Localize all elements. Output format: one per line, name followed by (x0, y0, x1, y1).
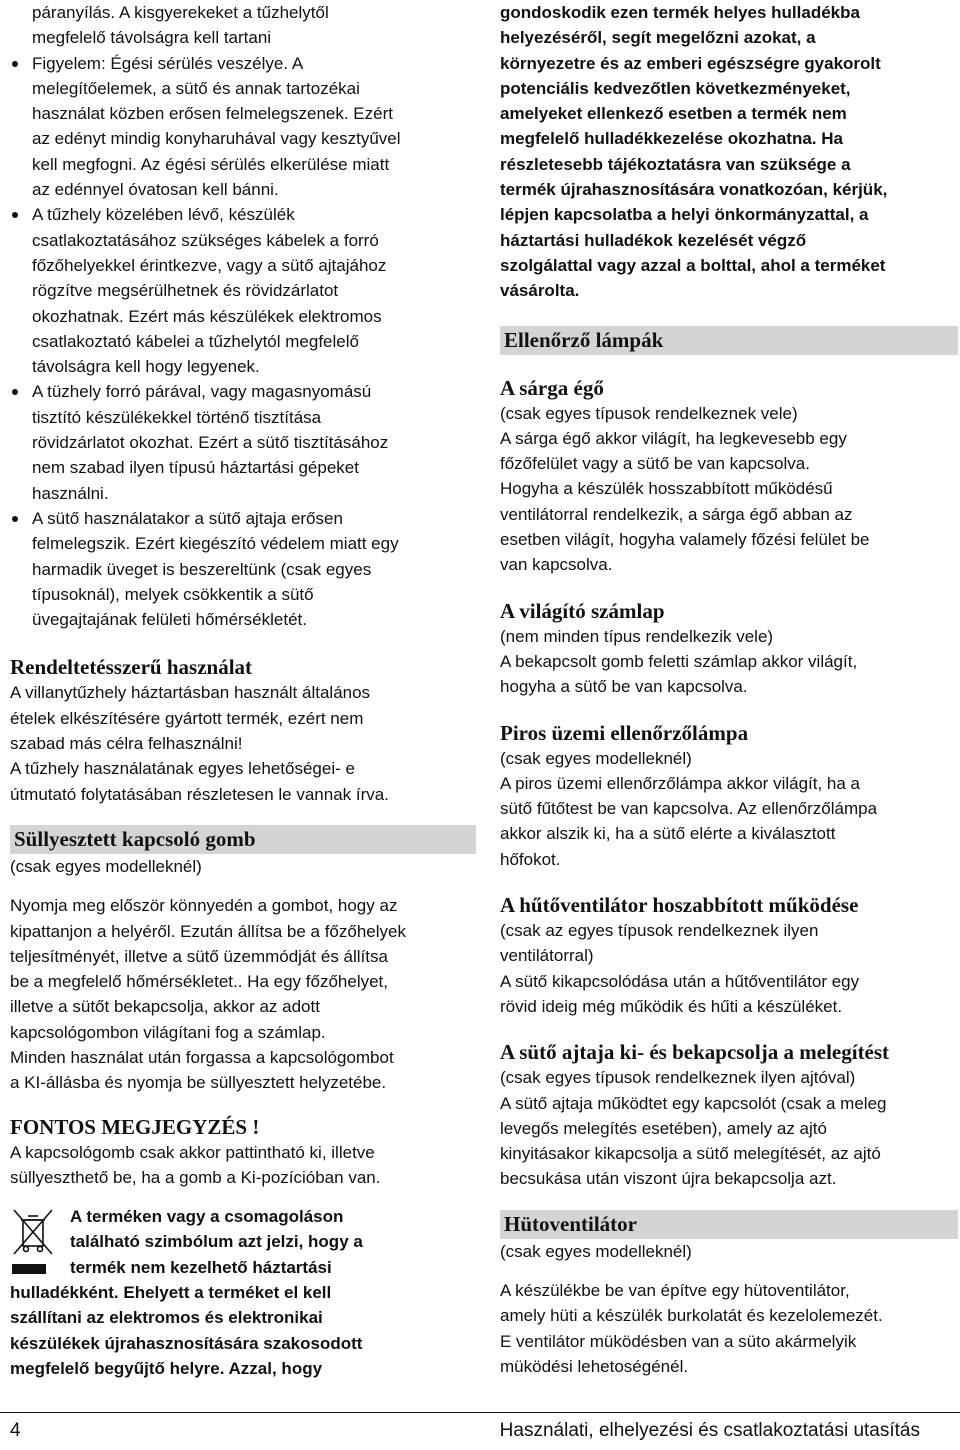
section-heading: Hütoventilátor (500, 1210, 958, 1239)
text-line: főzőhelyekkel érintkezve, vagy a sütő ajtajához (32, 255, 387, 275)
yellow-lamp-section (500, 375, 958, 578)
text-line: (csak egyes modelleknél) (10, 856, 202, 876)
text-line: az edényt mindig konyharuhával vagy kesztyűvel (32, 129, 401, 149)
bullet-item (10, 506, 475, 632)
text-line: szabad más célra felhasználni! (10, 734, 243, 754)
text-line: (csak egyes típusok rendelkeznek vele) (500, 403, 798, 423)
page-number: 4 (10, 1420, 21, 1441)
text-line: A sárga égő akkor világít, ha legkevesebb egy (500, 428, 847, 448)
section-heading: Rendeltetésszerű használat (10, 655, 253, 680)
text-line: (csak egyes modelleknél) (500, 1241, 692, 1261)
text-line: felmelegszik. Ezért kiegészító védelem miatt egy (32, 534, 399, 554)
text-line: lépjen kapcsolatba a helyi önkormányzattal, a (500, 205, 869, 225)
red-lamp-section (500, 720, 958, 872)
important-note-section (10, 1114, 475, 1191)
text-line: hogyha a sütő be van kapcsolva. (500, 677, 748, 697)
text-line: okozhatnak. Ezért más készülékek elektromos (32, 306, 382, 326)
text-line: háztartási hulladékok kezelését végző (500, 230, 807, 250)
text-line: főzőfelület vagy a sütő be van kapcsolva. (500, 454, 810, 474)
text-line: gondoskodik ezen termék helyes hulladékba (500, 3, 860, 22)
text-line: kinyitásakor kikapcsolja a sütő melegítését, az ajtó (500, 1144, 881, 1164)
text-line: van kapcsolva. (500, 555, 613, 575)
text-line: (csak egyes típusok rendelkeznek ilyen ajtóval) (500, 1068, 856, 1088)
text-line: megfelelő távolságra kell tartani (32, 28, 272, 48)
text-line: harmadik üveget is beszereltünk (csak egyes (32, 559, 372, 579)
text-line: készülékek újrahasznosítására szakosodott (10, 1333, 363, 1353)
text-line: akkor alszik ki, ha a sütő elérte a kiválasztott (500, 824, 836, 844)
bullet-dot-icon (12, 212, 18, 218)
text-line: A villanytűzhely háztartásban használt általános (10, 683, 371, 703)
text-line: termék újrahasznosítására vonatkozóan, kérjük, (500, 180, 888, 200)
text-line: útmutató folytatásában részletesen le vannak írva. (10, 784, 389, 804)
text-line: használni. (32, 483, 109, 503)
text-line: teljesítményét, illetve a sütő üzemmódját és állítsa (10, 946, 388, 966)
bullet-dot-icon (12, 516, 18, 522)
text-line: található szimbólum azt jelzi, hogy a (70, 1232, 363, 1252)
text-line: E ventilátor müködésben van a süto akármelyik (500, 1331, 857, 1351)
weee-notice (10, 1204, 475, 1381)
text-line: páranyílás. A kisgyerekeket a tűzhelytől (32, 3, 329, 22)
text-line: helyezéséről, segít megelőzni azokat, a (500, 28, 816, 48)
text-line: A készülékbe be van építve egy hütoventilátor, (500, 1280, 850, 1300)
bullet-item (10, 379, 475, 505)
text-line: A sütő ajtaja működtet egy kapcsolót (csak a meleg (500, 1093, 887, 1113)
fan-extended-section (500, 892, 958, 1019)
section-heading: Süllyesztett kapcsoló gomb (10, 825, 476, 854)
bullet-dot-icon (12, 61, 18, 67)
bullet-item (10, 51, 475, 203)
text-line: A tűzhely használatának egyes lehetőségei- e (10, 759, 355, 779)
text-line: szolgálattal vagy azzal a bolttal, ahol a terméket (500, 255, 886, 275)
text-line: amely hüti a készülék burkolatát és kezelolemezét. (500, 1306, 883, 1326)
text-line: sütő fűtőtest be van kapcsolva. Az ellenőrzőlámpa (500, 799, 878, 819)
section-heading: Ellenőrző lámpák (500, 326, 958, 355)
safety-bullet-list (10, 51, 475, 633)
text-line: A kapcsológomb csak akkor pattintható ki, illetve (10, 1142, 375, 1162)
text-line: kipattanjon a helyéről. Ezután állítsa be a főzőhelyek (10, 921, 406, 941)
text-line: Hogyha a készülék hosszabbított működésű (500, 479, 833, 499)
text-line: müködési lehetoségénél. (500, 1356, 689, 1376)
left-column (10, 0, 475, 1381)
section-heading: FONTOS MEGJEGYZÉS ! (10, 1114, 260, 1139)
text-line: (csak egyes modelleknél) (500, 748, 692, 768)
subsection-heading: Piros üzemi ellenőrzőlámpa (500, 720, 749, 745)
subsection-heading: A világító számlap (500, 598, 665, 623)
text-line: amelyeket ellenkező esetben a termék nem (500, 104, 847, 124)
bullet-item (10, 202, 475, 379)
text-line: A tűzhely közelében lévő, készülék (32, 205, 295, 225)
text-line: használat közben erősen felmelegszenek. Ezért (32, 104, 393, 124)
right-column (500, 0, 958, 1379)
text-line: ventilátorral rendelkezik, a sárga égő abban az (500, 504, 853, 524)
text-line: Nyomja meg először könnyedén a gombot, hogy az (10, 896, 398, 916)
text-line: A tüzhely forró párával, vagy magasnyomású (32, 382, 372, 402)
text-line: vásárolta. (500, 281, 580, 301)
text-line: csatlakoztató kábelei a tűzhelytól megfelelő (32, 331, 359, 351)
text-line: rövid ideig még működik és hűti a készüléket. (500, 996, 843, 1016)
text-line: szállítani az elektromos és elektronikai (10, 1308, 323, 1328)
intro-text (10, 0, 475, 51)
door-switch-section (500, 1039, 958, 1191)
text-line: esetben világít, hogyha valamely főzési felület be (500, 530, 870, 550)
dial-section (500, 598, 958, 700)
text-line: hőfokot. (500, 849, 561, 869)
text-line: kapcsológombon világítani fog a számlap. (10, 1022, 326, 1042)
text-line: potenciális kedvezőtlen következményeket, (500, 78, 851, 98)
text-line: melegítőelemek, a sütő és annak tartozékai (32, 78, 360, 98)
text-line: ventilátorral) (500, 946, 594, 966)
text-line: megfelelő begyűjtő helyre. Azzal, hogy (10, 1358, 323, 1378)
text-line: süllyeszthető be, ha a gomb a Ki-pozícióban van. (10, 1167, 381, 1187)
text-line: távolságra kell hogy legyenek. (32, 357, 260, 377)
text-line: termék nem kezelhető háztartási (70, 1257, 332, 1277)
text-line: részletesebb tájékoztatásra van szüksége a (500, 154, 851, 174)
text-line: becsukása után viszont újra bekapcsolja azt. (500, 1169, 837, 1189)
text-line: be a megfelelő hőmérsékletet.. Ha egy főzőhelyet, (10, 972, 388, 992)
intended-use-section (10, 654, 475, 806)
crossed-out-bin-icon (10, 1206, 58, 1278)
text-line: rögzítve megsérülhetnek és rövidzárlatot (32, 281, 339, 301)
text-line: csatlakoztatásához szükséges kábelek a forró (32, 230, 379, 250)
cooling-fan-section (500, 1210, 958, 1379)
text-line: (nem minden típus rendelkezik vele) (500, 626, 774, 646)
text-line: A piros üzemi ellenőrzőlámpa akkor világít, ha a (500, 773, 861, 793)
text-line: hulladékként. Ehelyett a terméket el kell (10, 1283, 332, 1303)
text-line: ételek elkészítésére gyártott termék, ezért nem (10, 708, 364, 728)
subsection-heading: A hűtőventilátor hoszabbított működése (500, 893, 859, 918)
knob-section (10, 825, 475, 1096)
text-line: üvegajtajának felületi hőmérsékletét. (32, 610, 307, 630)
text-line: nem szabad ilyen típusú háztartási gépeket (32, 458, 359, 478)
text-line: megfelelő hulladékkezelése okozhatna. Ha (500, 129, 843, 149)
text-line: környezetre és az emberi egészségre gyakorolt (500, 53, 881, 73)
footer-divider (0, 1412, 960, 1413)
text-line: típusoknál), melyek csökkentik a sütő (32, 584, 314, 604)
text-line: levegős melegítés esetében), amely az ajtó (500, 1118, 827, 1138)
subsection-heading: A sárga égő (500, 375, 604, 400)
text-line: a KI-állásba és nyomja be süllyesztett helyzetébe. (10, 1073, 387, 1093)
text-line: rövidzárlatot okozhat. Ezért a sütő tisztításához (32, 433, 389, 453)
text-line: Minden használat után forgassa a kapcsológombot (10, 1047, 394, 1067)
text-line: az edénnyel óvatosan kell bánni. (32, 180, 279, 200)
subsection-heading: A sütő ajtaja ki- és bekapcsolja a melegítést (500, 1040, 890, 1065)
weee-notice-continued (500, 0, 958, 304)
text-line: Figyelem: Égési sérülés veszélye. A (32, 53, 304, 73)
text-line: A bekapcsolt gomb feletti számlap akkor világít, (500, 651, 858, 671)
bullet-dot-icon (12, 389, 18, 395)
text-line: tisztító készülékekkel történő tisztítása (32, 407, 322, 427)
text-line: (csak az egyes típusok rendelkeznek ilyen (500, 921, 819, 941)
text-line: A sütő használatakor a sütő ajtaja erősen (32, 508, 343, 528)
text-line: A sütő kikapcsolódása után a hűtőventilátor egy (500, 971, 860, 991)
text-line: A terméken vagy a csomagoláson (70, 1207, 344, 1227)
text-line: kell megfogni. Az égési sérülés elkerülése miatt (32, 154, 390, 174)
text-line: illetve a sütőt bekapcsolja, akkor az adott (10, 997, 320, 1017)
footer-title: Használati, elhelyezési és csatlakoztatási utasítás (499, 1420, 920, 1441)
